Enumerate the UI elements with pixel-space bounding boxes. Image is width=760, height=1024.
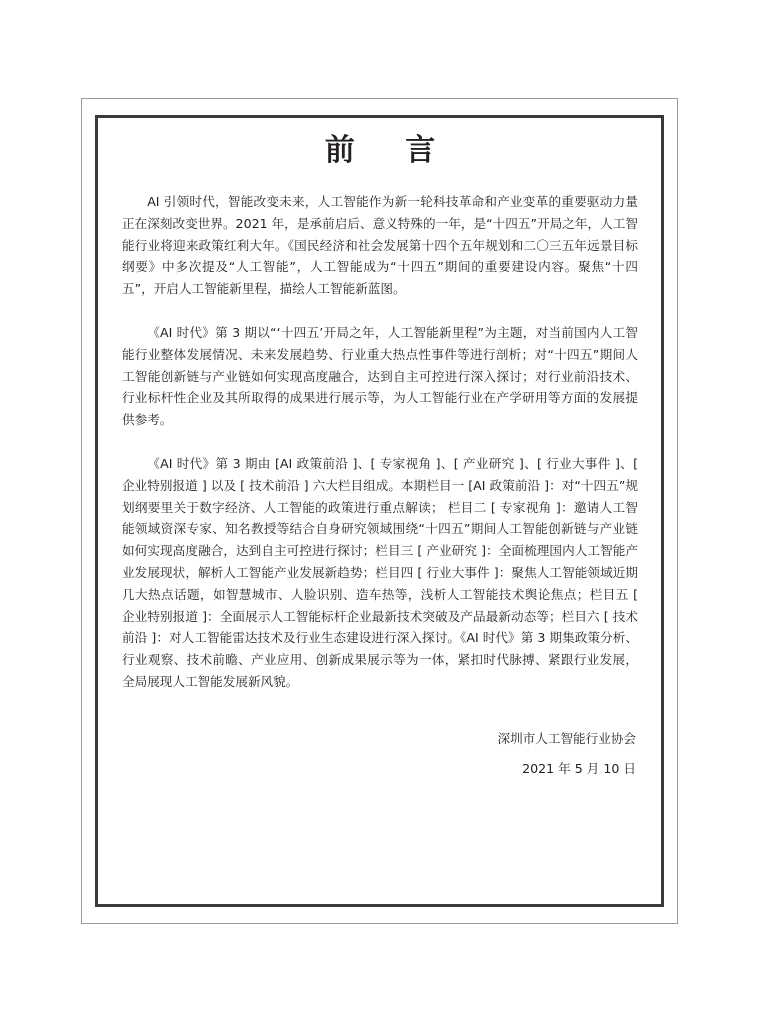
signature-organization: 深圳市人工智能行业协会	[497, 731, 636, 746]
paragraph-theme: 《AI 时代》第 3 期以“‘十四五’开局之年，人工智能新里程”为主题，对当前国内人工智能行业整体发展情况、未来发展趋势、行业重大热点性事件等进行剖析；对“十四五”期间人工智能创新链与产业链如何实现高度融合，达到自主可控进行深入探讨；对行业前沿技术、行业标杆性企业及其所取得的成果进行展示等，为人工智能行业在产学研用等方面的发展提供参考。	[122, 324, 638, 428]
paragraph-intro: AI 引领时代，智能改变未来，人工智能作为新一轮科技革命和产业变革的重要驱动力量正在深刻改变世界。2021 年，是承前启后、意义特殊的一年，是“十四五”开局之年，人工智能行业将迎来政策红利大年。《国民经济和社会发展第十四个五年规划和二〇三五年远景目标纲要》中多次提及“人工智能”，人工智能成为“十四五”期间的重要建设内容。聚焦“十四五”，开启人工智能新里程，描绘人工智能新蓝图。	[122, 194, 638, 297]
page-title: 前 言	[324, 133, 456, 168]
preface-body	[122, 191, 638, 715]
signature-block	[497, 724, 636, 784]
signature-date: 2021 年 5 月 10 日	[522, 761, 636, 776]
paragraph-columns: 《AI 时代》第 3 期由 [AI 政策前沿 ]、[ 专家视角 ]、[ 产业研究 ]、[ 行业大事件 ]、[ 企业特别报道 ] 以及 [ 技术前沿 ] 六大栏目组成。本期栏目一 [AI 政策前沿 ]：对“十四五”规划纲要里关于数字经济、人工智能的政策进行重点解读； 栏目二 [ 专家视角 ]：邀请人工智能领域资深专家、知名教授等结合自身研究领域围绕“十四五”期间人工智能创新链与产业链如何实现高度融合，达到自主可控进行探讨；栏目三 [ 产业研究 ]：全面梳理国内人工智能产业发展现状，解析人工智能产业发展新趋势；栏目四 [ 行业大事件 ]：聚焦人工智能领域近期几大热点话题，如智慧城市、人脸识别、造车热等，浅析人工智能技术舆论焦点；栏目五 [ 企业特别报道 ]：全面展示人工智能标杆企业最新技术突破及产品最新动态等；栏目六 [ 技术前沿 ]：对人工智能雷达技术及行业生态建设进行深入探讨。《AI 时代》第 3 期集政策分析、行业观察、技术前瞻、产业应用、创新成果展示等为一体，紧扣时代脉搏、紧跟行业发展，全局展现人工智能发展新风貌。	[122, 455, 638, 689]
